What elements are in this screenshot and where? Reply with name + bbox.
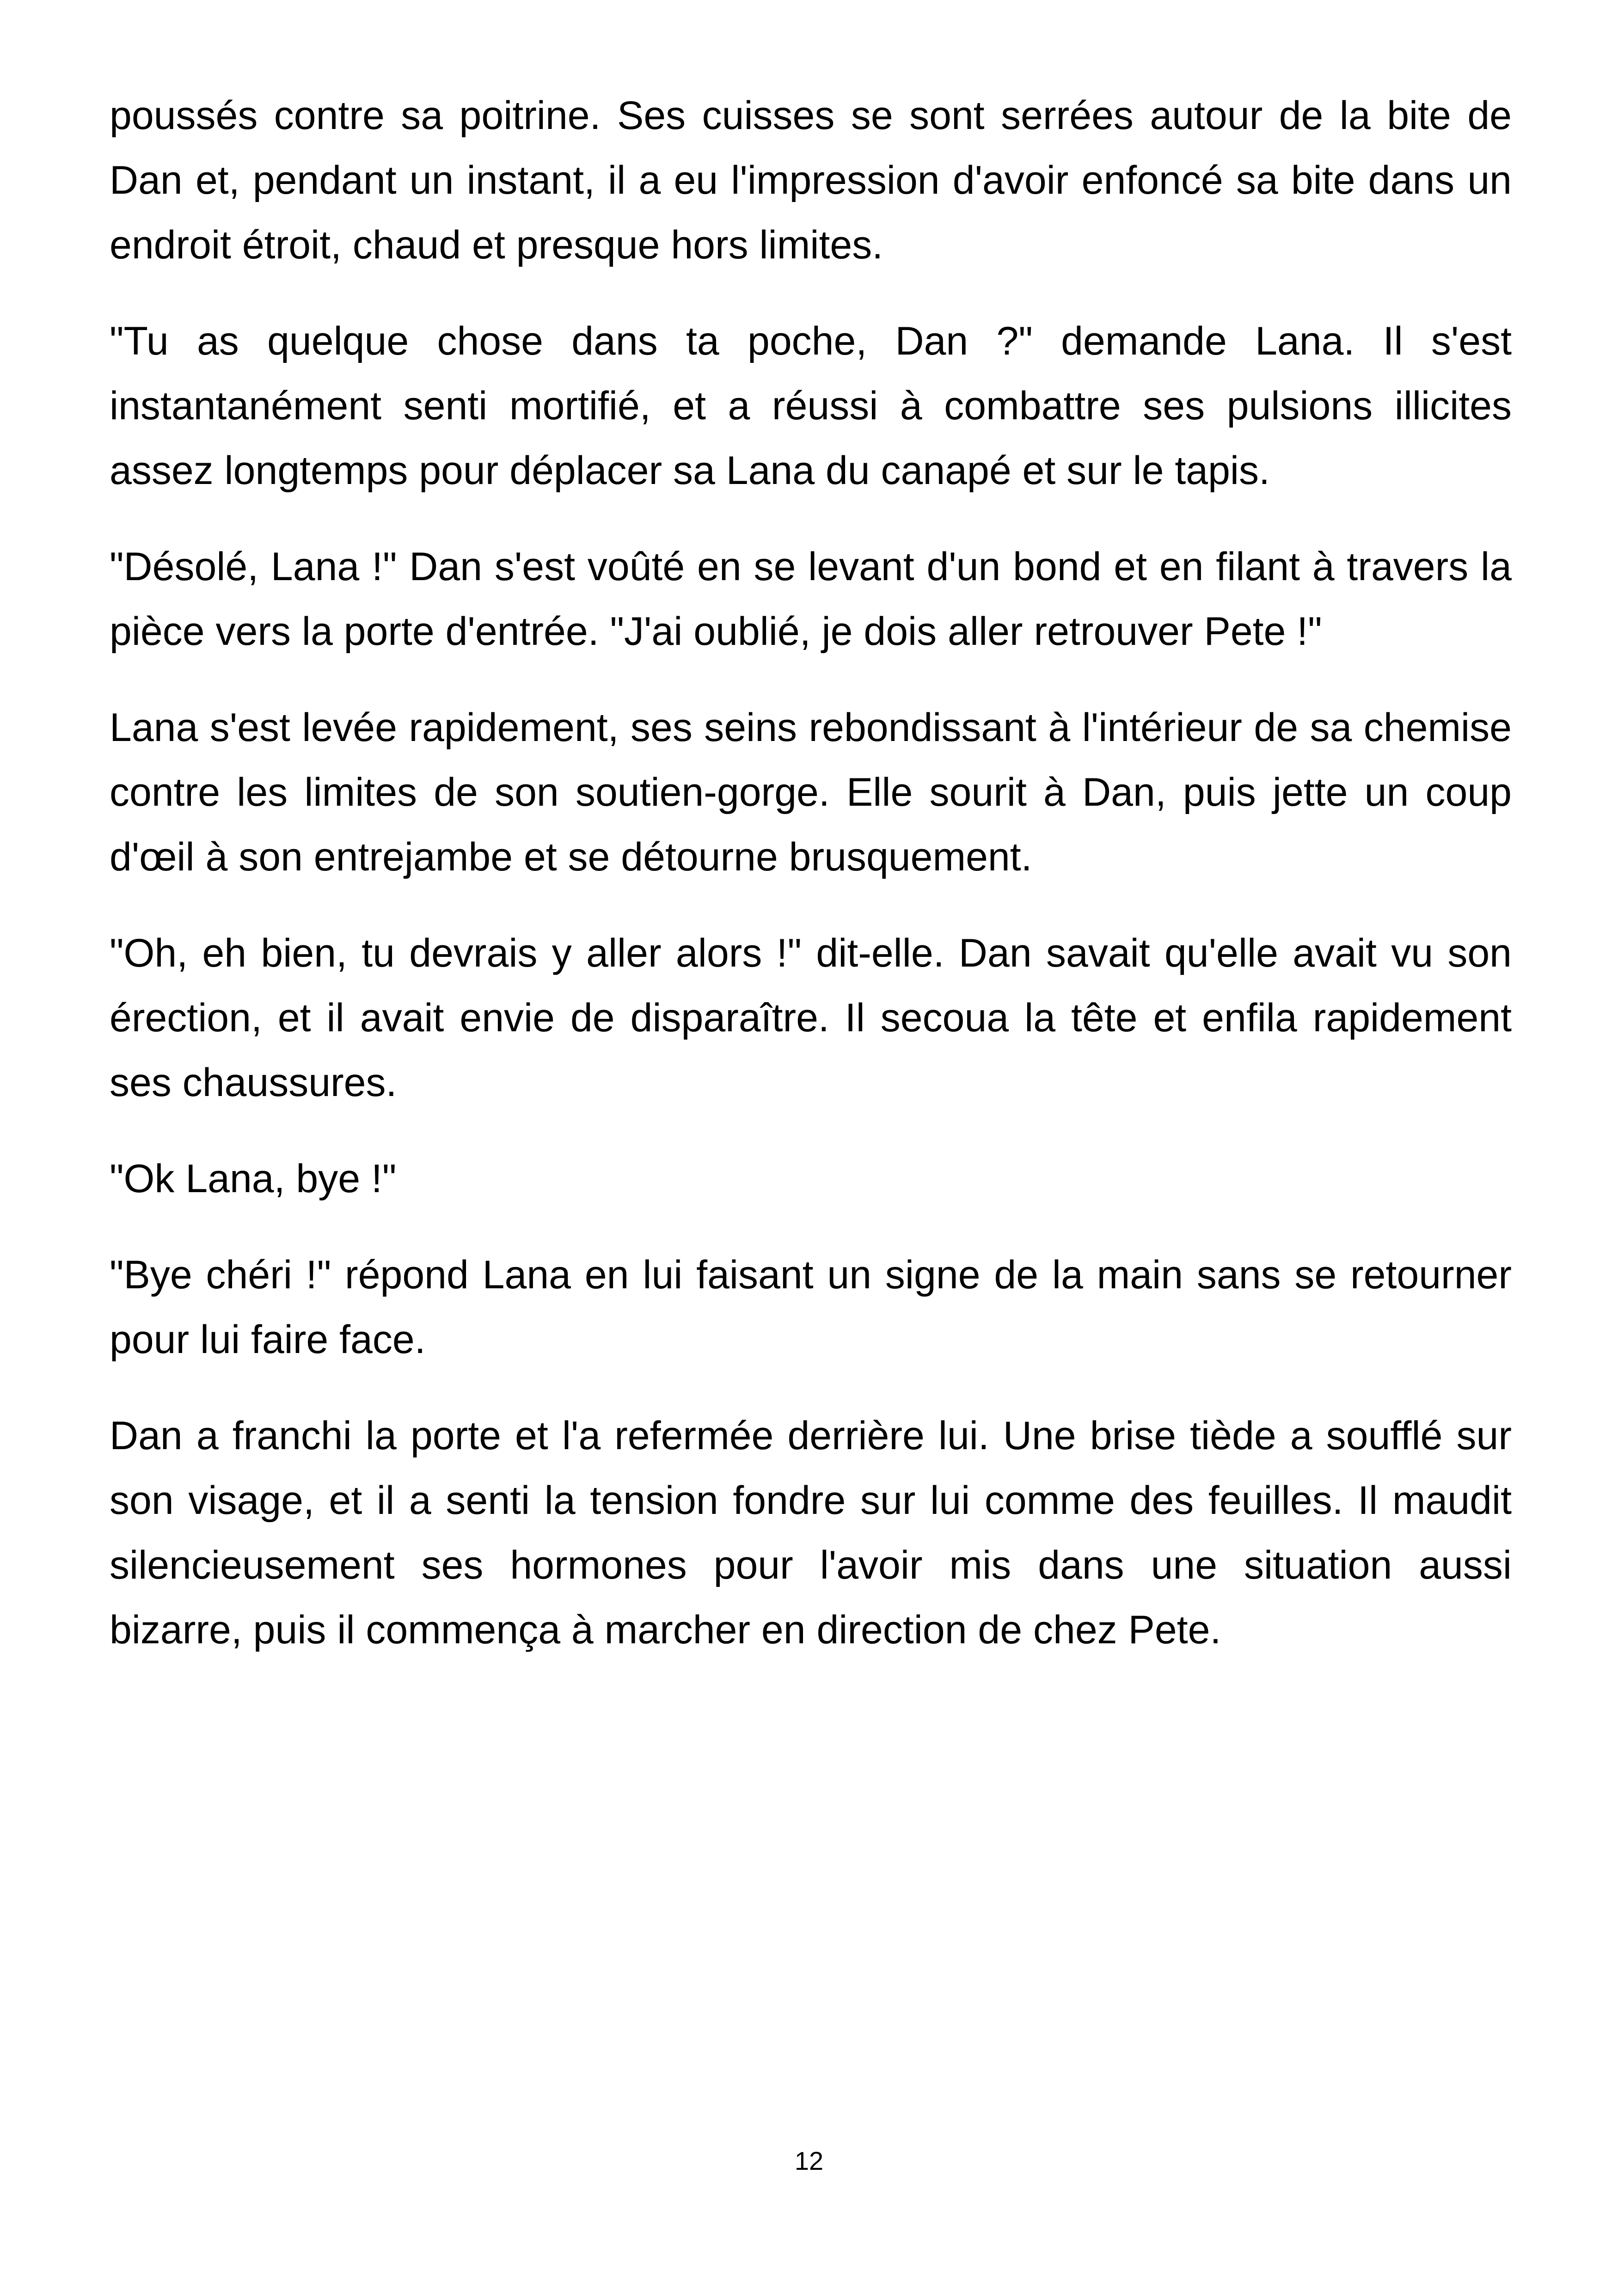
paragraph-7: "Bye chéri !" répond Lana en lui faisant un signe de la main sans se retourner pour lui faire face. [110, 1253, 1512, 1362]
paragraph-6: "Ok Lana, bye !" [110, 1157, 397, 1201]
body-text [110, 83, 1512, 1694]
paragraph-4: Lana s'est levée rapidement, ses seins rebondissant à l'intérieur de sa chemise contre les limites de son soutien-gorge. Elle sourit à Dan, puis jette un coup d'œil à son entrejambe et se détourne brusquement. [110, 705, 1512, 879]
paragraph-2: "Tu as quelque chose dans ta poche, Dan ?" demande Lana. Il s'est instantanément senti mortifié, et a réussi à combattre ses pulsions illicites assez longtemps pour déplacer sa Lana du canapé et sur le tapis. [110, 319, 1512, 493]
paragraph-8: Dan a franchi la porte et l'a refermée derrière lui. Une brise tiède a soufflé sur son visage, et il a senti la tension fondre sur lui comme des feuilles. Il maudit silencieusement ses hormones pour l'avoir mis dans une situation aussi bizarre, puis il commença à marcher en direction de chez Pete. [110, 1414, 1512, 1652]
paragraph-3: "Désolé, Lana !" Dan s'est voûté en se levant d'un bond et en filant à travers la pièce vers la porte d'entrée. "J'ai oublié, je dois aller retrouver Pete !" [110, 545, 1512, 654]
paragraph-5: "Oh, eh bien, tu devrais y aller alors !" dit-elle. Dan savait qu'elle avait vu son érection, et il avait envie de disparaître. Il secoua la tête et enfila rapidement ses chaussures. [110, 931, 1512, 1105]
paragraph-1: poussés contre sa poitrine. Ses cuisses se sont serrées autour de la bite de Dan et, pendant un instant, il a eu l'impression d'avoir enfoncé sa bite dans un endroit étroit, chaud et presque hors limites. [110, 93, 1512, 267]
page-number: 12 [794, 2146, 824, 2175]
